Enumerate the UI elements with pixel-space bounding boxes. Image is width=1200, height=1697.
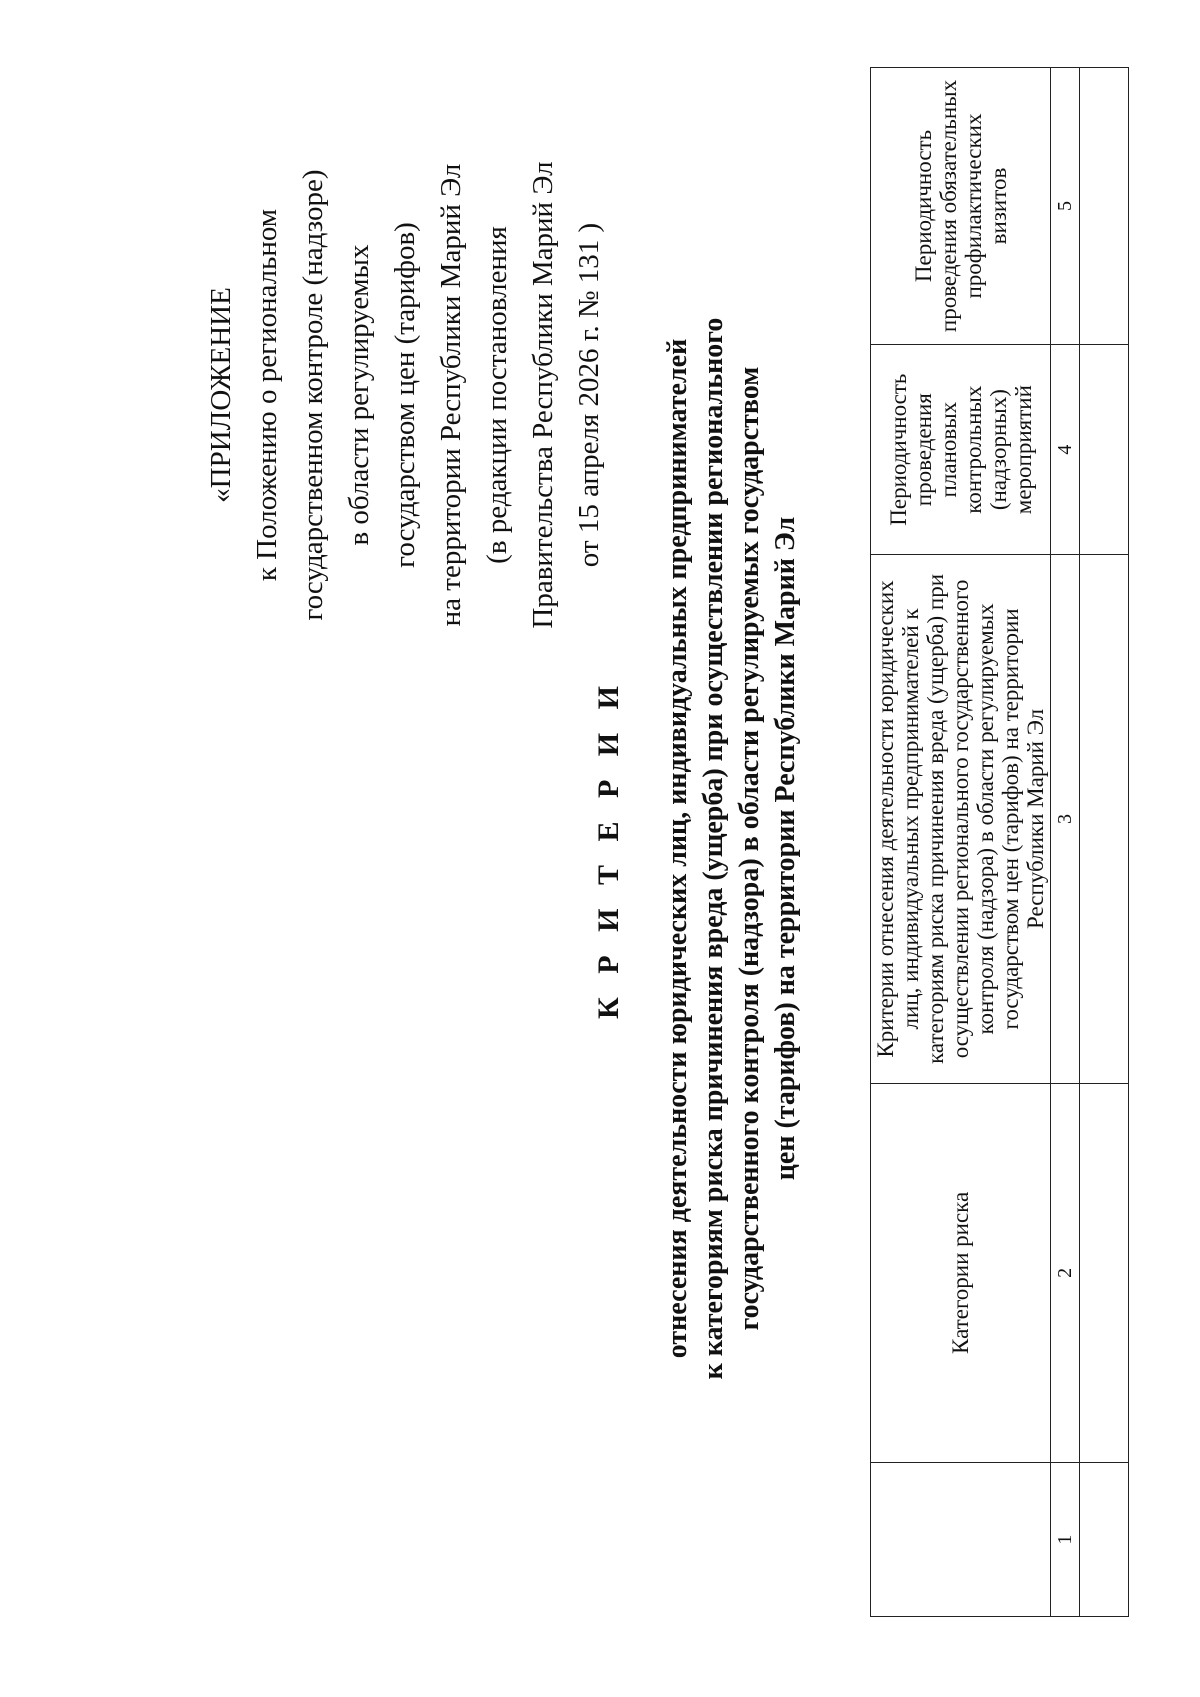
document-subtitle xyxy=(660,0,804,1697)
appendix-line: государственном контроле (надзоре) xyxy=(297,169,329,621)
subtitle-line: к категориям риска причинения вреда (ущерба) при осуществлении регионального xyxy=(698,317,729,1380)
table-header-row xyxy=(871,68,1051,1617)
appendix-line: на территории Республики Марий Эл xyxy=(435,163,467,627)
appendix-line: «ПРИЛОЖЕНИЕ xyxy=(205,287,237,503)
table-row xyxy=(1080,68,1129,1617)
column-number: 3 xyxy=(1051,555,1080,1083)
header-cell-criteria: Критерии отнесения деятельности юридических лиц, индивидуальных предпринимателей к категориям риска причинения вреда (ущерба) при осуществлении регионального государственного контроля (надзора) в области регулируемых государством цен (тарифов) на территории Республики Марий Эл xyxy=(871,555,1051,1083)
appendix-line: от 15 апреля 2026 г. № 131 ) xyxy=(573,222,605,568)
appendix-line: (в редакции постановления xyxy=(481,226,513,564)
header-cell-preventive-visits: Периодичность проведения обязательных профилактических визитов xyxy=(871,68,1051,345)
subtitle-line: государственного контроля (надзора) в области регулируемых государством xyxy=(734,366,765,1331)
subtitle-line: отнесения деятельности юридических лиц, индивидуальных предпринимателей xyxy=(662,338,693,1359)
appendix-line: Правительства Республики Марий Эл xyxy=(527,161,559,629)
table-cell xyxy=(1080,1083,1129,1463)
column-number: 4 xyxy=(1051,345,1080,555)
table-cell xyxy=(1080,68,1129,345)
header-cell-1 xyxy=(871,1463,1051,1617)
appendix-line: в области регулируемых xyxy=(343,244,375,546)
column-number: 2 xyxy=(1051,1083,1080,1463)
table-cell xyxy=(1080,555,1129,1083)
appendix-line: к Положению о региональном xyxy=(251,208,283,582)
table-cell xyxy=(1080,345,1129,555)
column-number: 5 xyxy=(1051,68,1080,345)
subtitle-line: цен (тарифов) на территории Республики Марий Эл xyxy=(770,516,801,1181)
table-number-row xyxy=(1051,68,1080,1617)
appendix-block xyxy=(198,75,612,715)
column-number: 1 xyxy=(1051,1463,1080,1617)
header-cell-risk-category: Категории риска xyxy=(871,1083,1051,1463)
document-title: К Р И Т Е Р И И xyxy=(592,678,625,1019)
header-cell-planned-inspections: Периодичность проведения плановых контрольных (надзорных) мероприятий xyxy=(871,345,1051,555)
appendix-line: государством цен (тарифов) xyxy=(389,222,421,568)
criteria-table xyxy=(870,67,1129,1617)
table-cell xyxy=(1080,1463,1129,1617)
